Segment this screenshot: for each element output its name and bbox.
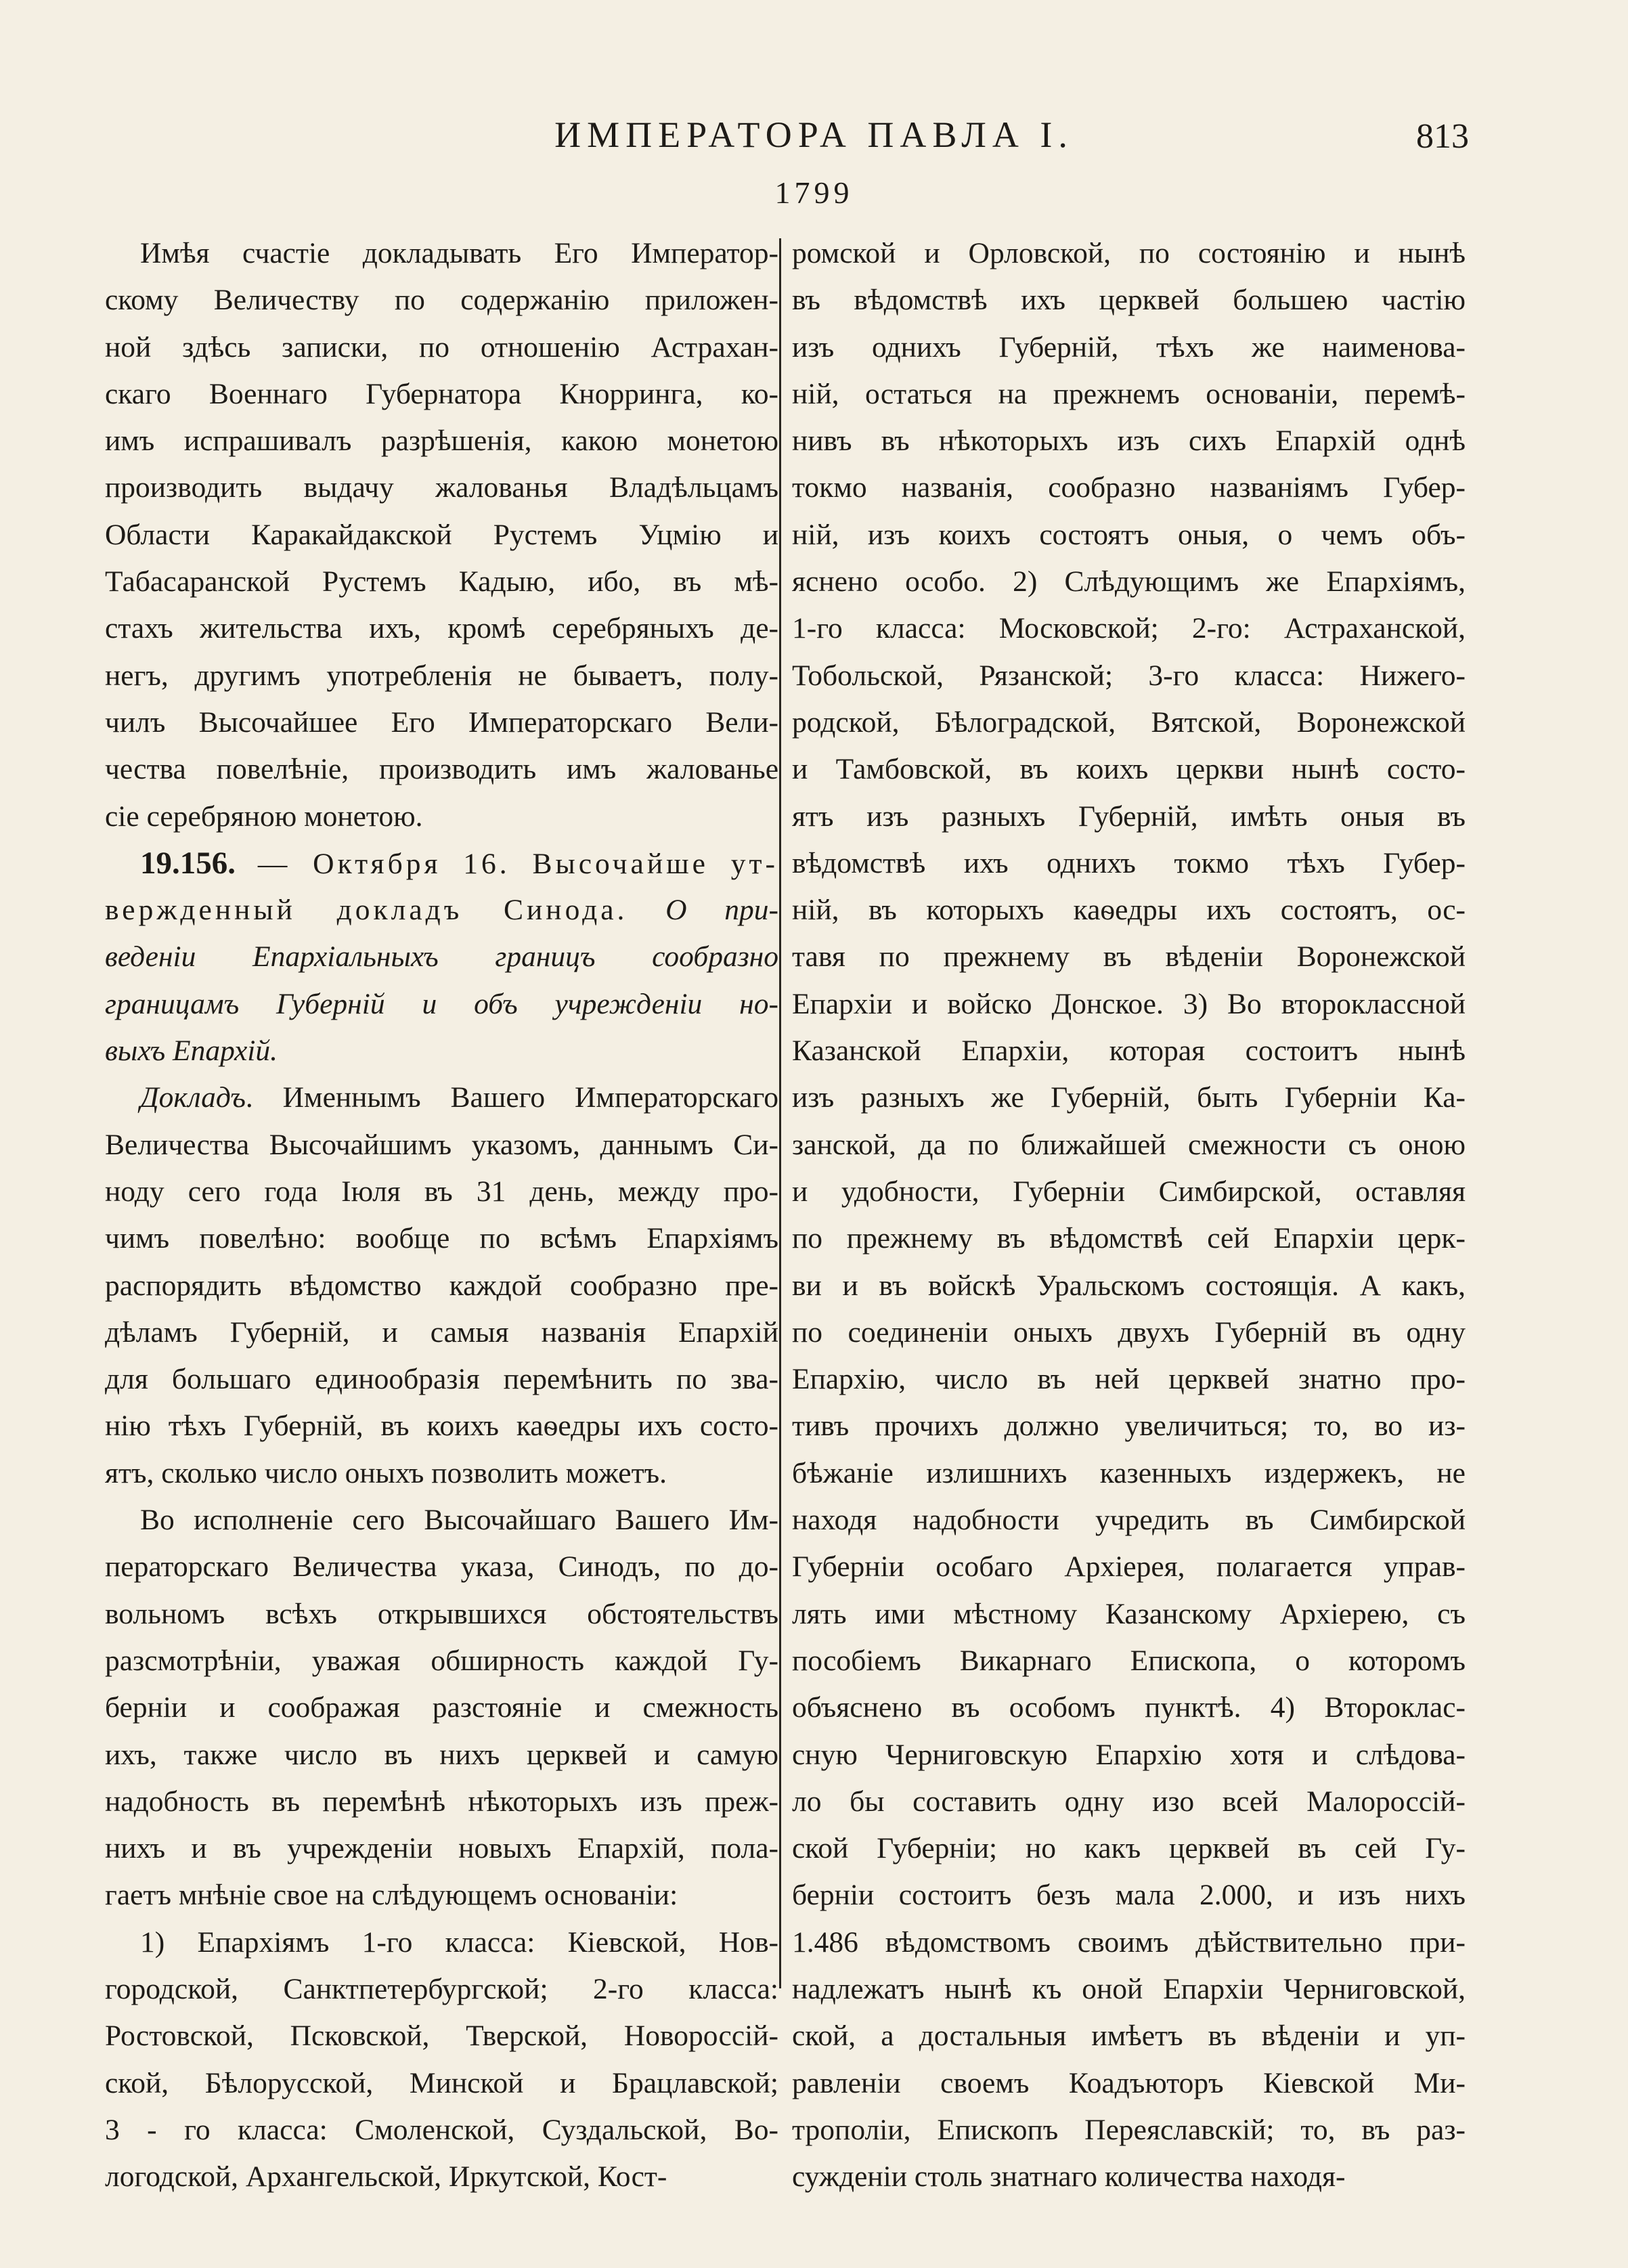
text-line: по прежнему въ вѣдомствѣ сей Епархіи церк-: [792, 1222, 1466, 1255]
text-line: изъ разныхъ же Губерній, быть Губерніи Ка-: [792, 1081, 1466, 1114]
text-line: логодской, Архангельской, Иркутской, Кост-: [105, 2160, 667, 2194]
text-line: равленіи своемъ Коадъюторъ Кіевской Ми-: [792, 2066, 1466, 2099]
doklad-text: . Именнымъ Вашего Императорскаго: [245, 1081, 778, 1114]
text-line: и Тамбовской, въ коихъ церкви нынѣ состо-: [792, 753, 1466, 786]
text-line: ской, Бѣлорусской, Минской и Брацлавской;: [105, 2066, 778, 2099]
text-line: 1) Епархіямъ 1-го класса: Кіевской, Нов-: [140, 1925, 778, 1959]
text-line: для большаго единообразія перемѣнить по зва-: [105, 1363, 778, 1396]
text-line: яснено особо. 2) Слѣдующимъ же Епархіямъ,: [792, 565, 1466, 598]
text-line: разсмотрѣніи, уважая обширность каждой Гу-: [105, 1644, 778, 1677]
text-line: [105, 1074, 778, 1121]
text-line: находя надобности учредить въ Симбирской: [792, 1504, 1466, 1537]
text-line: занской, да по ближайшей смежности съ оною: [792, 1128, 1466, 1161]
text-line: родской, Бѣлоградской, Вятской, Воронежской: [792, 705, 1466, 739]
text-line: 3 - го класса: Смоленской, Суздальской, Во-: [105, 2113, 778, 2146]
text-line: сужденіи столь знатнаго количества находя-: [792, 2160, 1346, 2194]
text-line: пособіемъ Викарнаго Епископа, о которомъ: [792, 1644, 1466, 1677]
text-line: берніи и соображая разстояніе и смежность: [105, 1691, 778, 1724]
text-line: ви и въ войскѣ Уральскомъ состоящія. А какъ,: [792, 1269, 1466, 1302]
text-line: производить выдачу жалованья Владѣльцамъ: [105, 471, 778, 504]
text-line: ской Губерніи; но какъ церквей въ сей Гу-: [792, 1832, 1466, 1865]
text-line: по соединеніи оныхъ двухъ Губерній въ одну: [792, 1315, 1466, 1349]
text-line: объяснено въ особомъ пунктѣ. 4) Второклас-: [792, 1691, 1466, 1724]
text-line: ноду сего года Іюля въ 31 день, между про-: [105, 1175, 778, 1208]
entry-heading: вержденный докладъ Синода.: [105, 894, 628, 927]
text-line: стахъ жительства ихъ, кромѣ серебряныхъ де-: [105, 612, 778, 645]
text-line: трополіи, Епископъ Переяславскій; то, въ раз-: [792, 2113, 1466, 2146]
text-line: ператорскаго Величества указа, Синодъ, по до-: [105, 1550, 778, 1584]
text-line: вольномъ всѣхъ открывшихся обстоятельствъ: [105, 1597, 778, 1630]
text-line: Казанской Епархіи, которая состоитъ нынѣ: [792, 1034, 1466, 1068]
text-line: 1-го класса: Московской; 2-го: Астраханской,: [792, 612, 1466, 645]
text-line: скому Величеству по содержанію приложен-: [105, 284, 778, 317]
year-heading: 1799: [774, 175, 854, 210]
text-line: ній, въ которыхъ каѳедры ихъ состоятъ, ос-: [792, 894, 1466, 927]
entry-subject: О при-: [628, 894, 778, 927]
text-line: и удобности, Губерніи Симбирской, оставляя: [792, 1175, 1466, 1208]
text-line: вѣдомствѣ ихъ однихъ токмо тѣхъ Губер-: [792, 846, 1466, 879]
text-line: надобность въ перемѣнѣ нѣкоторыхъ изъ преж-: [105, 1785, 778, 1818]
text-line: лять ими мѣстному Казанскому Архіерею, съ: [792, 1597, 1466, 1630]
text-line: чимъ повелѣно: вообще по всѣмъ Епархіямъ: [105, 1222, 778, 1255]
text-line: распорядить вѣдомство каждой сообразно пре-: [105, 1269, 778, 1302]
text-line: нивъ въ нѣкоторыхъ изъ сихъ Епархій однѣ: [792, 424, 1466, 458]
text-line: чилъ Высочайшее Его Императорскаго Вели-: [105, 705, 778, 739]
text-line: веденіи Епархіальныхъ границъ сообразно: [105, 940, 778, 974]
text-line: нихъ и въ учрежденіи новыхъ Епархій, пола-: [105, 1832, 778, 1865]
text-line: негъ, другимъ употребленія не бываетъ, полу-: [105, 659, 778, 692]
text-line: изъ однихъ Губерній, тѣхъ же наименова-: [792, 330, 1466, 364]
text-line: ній, остаться на прежнемъ основаніи, перемѣ-: [792, 377, 1466, 410]
text-line: ній, изъ коихъ состоятъ оныя, о чемъ объ-: [792, 518, 1466, 551]
text-line: скаго Военнаго Губернатора Кнорринга, ко-: [105, 377, 778, 410]
text-line: нію тѣхъ Губерній, въ коихъ каѳедры ихъ состо-: [105, 1410, 778, 1443]
entry-heading: — Октября 16. Высочайше ут-: [236, 847, 778, 880]
text-line: ло бы составить одну изо всей Малороссій-: [792, 1785, 1466, 1818]
text-line: Области Каракайдакской Рустемъ Уцмію и: [105, 518, 778, 551]
text-line: Ростовской, Псковской, Тверской, Новороссій-: [105, 2020, 778, 2053]
text-line: ятъ изъ разныхъ Губерній, имѣть оныя въ: [792, 800, 1466, 833]
text-line: Тобольской, Рязанской; 3-го класса: Нижего-: [792, 659, 1466, 692]
text-line: ихъ, также число въ нихъ церквей и самую: [105, 1738, 778, 1771]
text-line: Во исполненіе сего Высочайшаго Вашего Им-: [140, 1504, 778, 1537]
text-line: ятъ, сколько число оныхъ позволить можетъ.: [105, 1456, 667, 1489]
text-line: надлежатъ нынѣ къ оной Епархіи Черниговской,: [792, 1972, 1466, 2005]
page-number: 813: [1416, 117, 1469, 156]
text-line: Епархію, число въ ней церквей знатно про-: [792, 1363, 1466, 1396]
column-divider: [779, 238, 781, 1988]
text-line: тавя по прежнему въ вѣденіи Воронежской: [792, 940, 1466, 974]
text-line: въ вѣдомствѣ ихъ церквей большею частію: [792, 284, 1466, 317]
text-line: чества повелѣніе, производить имъ жалованье: [105, 753, 778, 786]
text-line: границамъ Губерній и объ учрежденіи но-: [105, 987, 778, 1020]
text-line: ной здѣсь записки, по отношенію Астрахан-: [105, 330, 778, 364]
text-line: Губерніи особаго Архіерея, полагается управ-: [792, 1550, 1466, 1584]
text-line: гаетъ мнѣніе свое на слѣдующемъ основаніи:: [105, 1879, 678, 1912]
text-line: токмо названія, сообразно названіямъ Губер-: [792, 471, 1466, 504]
text-line: 1.486 вѣдомствомъ своимъ дѣйствительно при-: [792, 1925, 1466, 1959]
text-line: Величества Высочайшимъ указомъ, даннымъ Си-: [105, 1128, 778, 1161]
text-line: имъ испрашивалъ разрѣшенія, какою монетою: [105, 424, 778, 458]
entry-number: 19.156.: [140, 845, 236, 881]
text-line: берніи состоитъ безъ мала 2.000, и изъ нихъ: [792, 1879, 1466, 1912]
text-line: бѣжаніе излишнихъ казенныхъ издержекъ, не: [792, 1456, 1466, 1489]
text-line: Имѣя счастіе докладывать Его Император-: [140, 237, 778, 269]
text-line: сную Черниговскую Епархію хотя и слѣдова-: [792, 1738, 1466, 1771]
text-line: Табасаранской Рустемъ Кадыю, ибо, въ мѣ-: [105, 565, 778, 598]
text-line: Епархіи и войско Донское. 3) Во второклассной: [792, 987, 1466, 1020]
text-line: сіе серебряною монетою.: [105, 800, 423, 833]
text-line: ской, а достальныя имѣетъ въ вѣденіи и уп-: [792, 2020, 1466, 2053]
text-line: тивъ прочихъ должно увеличиться; то, во из-: [792, 1410, 1466, 1443]
text-line: дѣламъ Губерній, и самыя названія Епархій: [105, 1315, 778, 1349]
text-line: выхъ Епархій.: [105, 1034, 278, 1068]
text-line: [105, 840, 778, 887]
doklad-label: Докладъ: [140, 1081, 246, 1114]
text-line: ромской и Орловской, по состоянію и нынѣ: [792, 237, 1466, 269]
text-line: городской, Санктпетербургской; 2-го класса:: [105, 1972, 778, 2005]
running-title: ИМПЕРАТОРА ПАВЛА I.: [554, 114, 1074, 155]
left-text-column: [105, 230, 778, 2200]
text-line: [105, 887, 778, 934]
right-text-column: [792, 230, 1466, 2200]
